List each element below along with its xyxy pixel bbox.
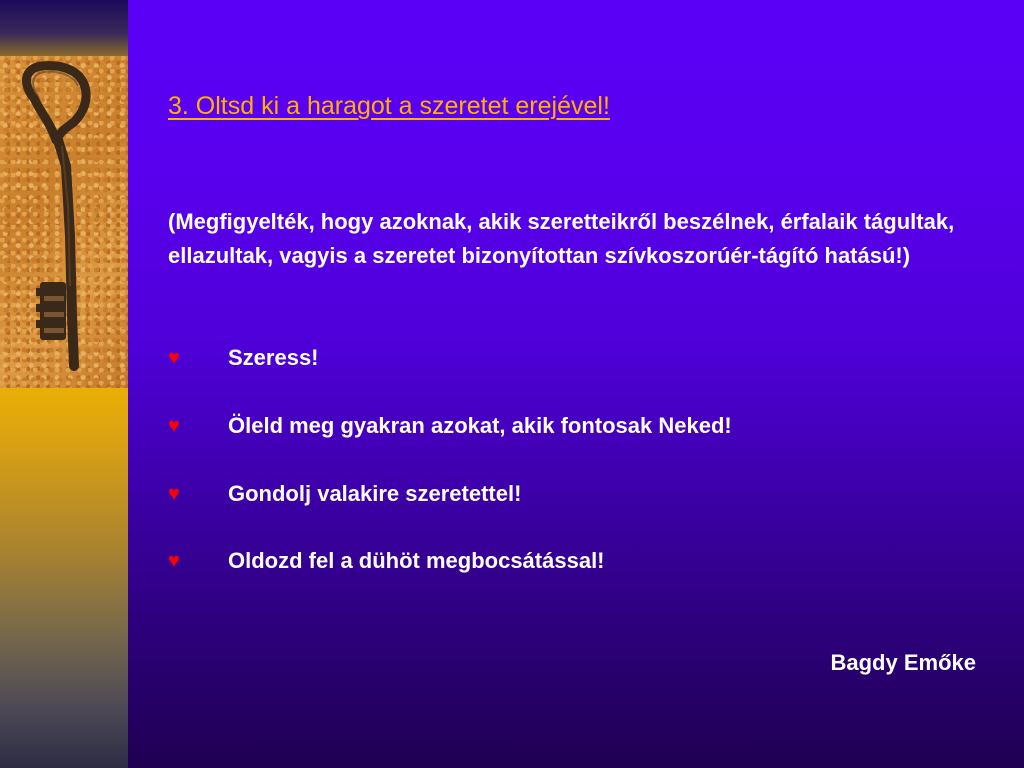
heart-icon: ♥	[168, 483, 180, 505]
heart-icon: ♥	[168, 550, 180, 572]
author-name: Bagdy Emőke	[830, 650, 976, 675]
bullet-text: Szeress!	[228, 345, 319, 370]
sidebar-top-band	[0, 0, 128, 56]
key-photo	[0, 56, 128, 388]
bullet-text: Oldozd fel a dühöt megbocsátással!	[228, 548, 605, 573]
intro-paragraph: (Megfigyelték, hogy azoknak, akik szeretteikről beszélnek, érfalaik tágultak, ellazultak, vagyis a szeretet bizonyítottan szívkoszorúér-tágító hatású!)	[168, 209, 955, 268]
heart-icon: ♥	[168, 415, 180, 437]
slide-content	[168, 0, 988, 768]
old-key-icon	[0, 56, 128, 388]
slide-title: 3. Oltsd ki a haragot a szeretet erejével!	[168, 92, 610, 120]
heart-icon: ♥	[168, 347, 180, 369]
sidebar	[0, 0, 128, 768]
bullet-text: Öleld meg gyakran azokat, akik fontosak Neked!	[228, 413, 732, 438]
bullet-text: Gondolj valakire szeretettel!	[228, 481, 522, 506]
